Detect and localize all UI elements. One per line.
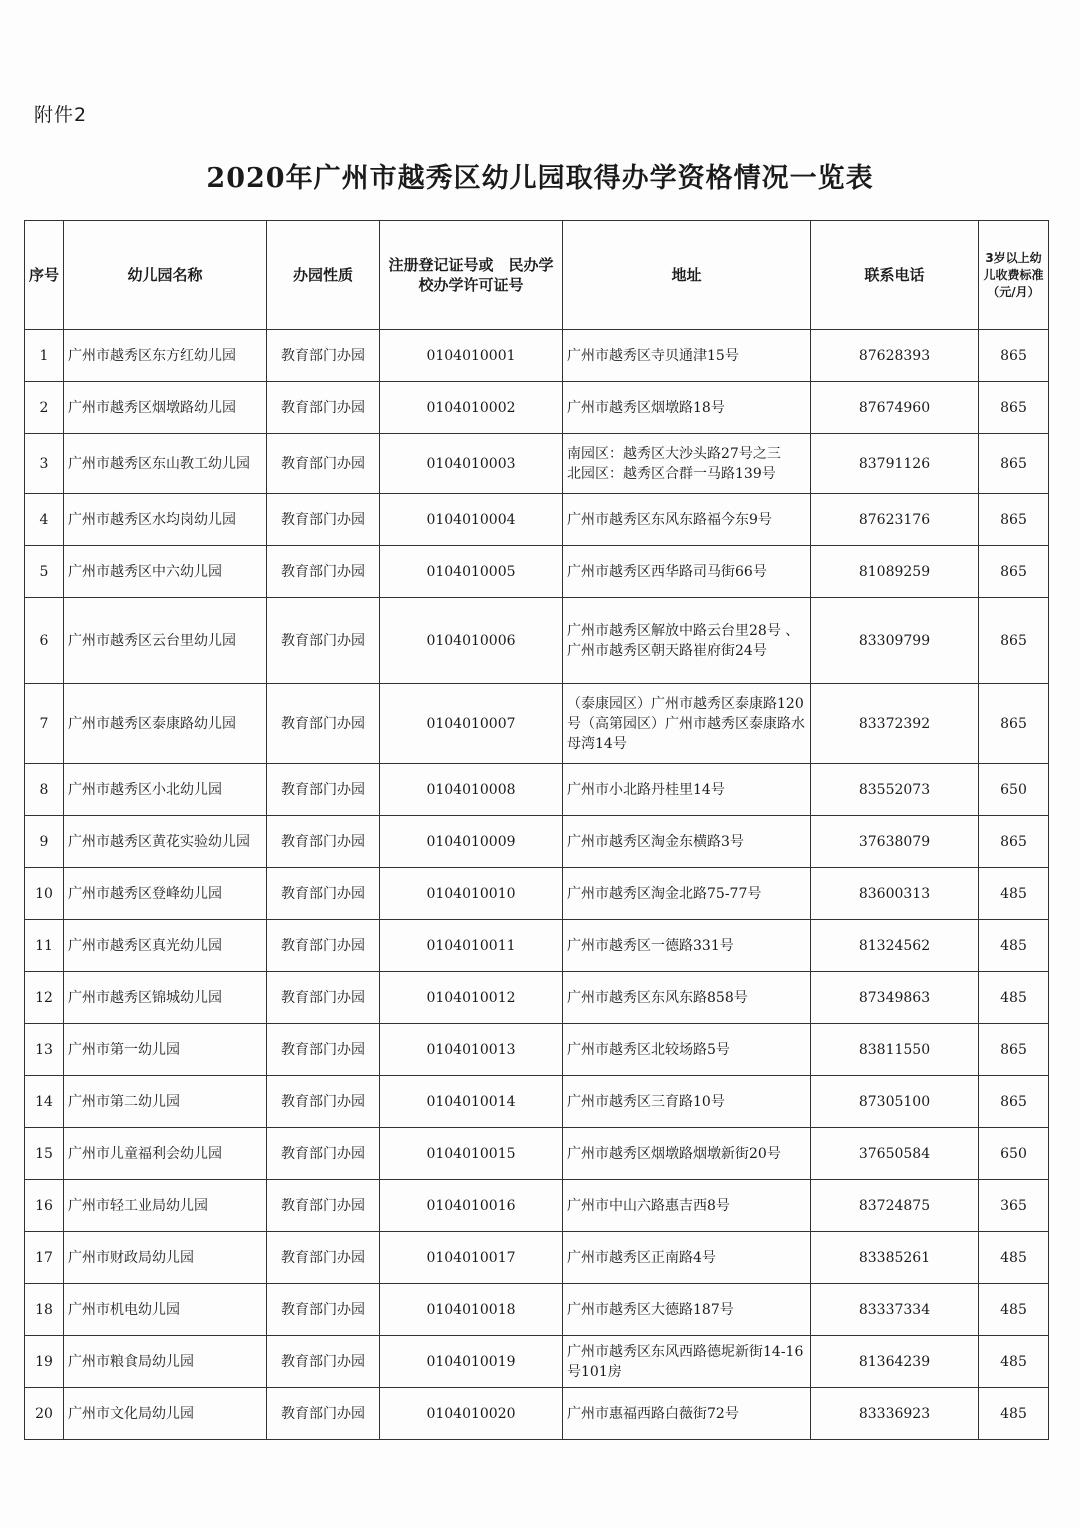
- row-address: 南园区：越秀区大沙头路27号之三 北园区：越秀区合群一马路139号: [563, 434, 811, 494]
- row-type: 教育部门办园: [267, 546, 380, 598]
- row-type: 教育部门办园: [267, 920, 380, 972]
- row-license: 0104010020: [380, 1388, 563, 1440]
- row-index: 12: [25, 972, 64, 1024]
- row-name: 广州市第二幼儿园: [64, 1076, 267, 1128]
- row-address: 广州市越秀区烟墩路18号: [563, 382, 811, 434]
- row-name: 广州市越秀区黄花实验幼儿园: [64, 816, 267, 868]
- row-fee: 865: [979, 546, 1049, 598]
- row-index: 18: [25, 1284, 64, 1336]
- table-row: [25, 816, 1049, 868]
- row-fee: 485: [979, 868, 1049, 920]
- table-row: [25, 868, 1049, 920]
- row-fee: 650: [979, 764, 1049, 816]
- row-name: 广州市越秀区泰康路幼儿园: [64, 684, 267, 764]
- row-fee: 485: [979, 1336, 1049, 1388]
- row-license: 0104010014: [380, 1076, 563, 1128]
- row-index: 7: [25, 684, 64, 764]
- row-index: 13: [25, 1024, 64, 1076]
- row-license: 0104010002: [380, 382, 563, 434]
- row-index: 8: [25, 764, 64, 816]
- row-name: 广州市越秀区中六幼儿园: [64, 546, 267, 598]
- row-phone: 37638079: [811, 816, 979, 868]
- row-license: 0104010017: [380, 1232, 563, 1284]
- row-index: 9: [25, 816, 64, 868]
- row-address: 广州市越秀区烟墩路烟墩新街20号: [563, 1128, 811, 1180]
- table-row: [25, 1128, 1049, 1180]
- row-name: 广州市机电幼儿园: [64, 1284, 267, 1336]
- row-address: 广州市中山六路惠吉西8号: [563, 1180, 811, 1232]
- row-phone: 83372392: [811, 684, 979, 764]
- header-name: 幼儿园名称: [64, 221, 267, 330]
- row-address: 广州市小北路丹桂里14号: [563, 764, 811, 816]
- row-address: 广州市越秀区正南路4号: [563, 1232, 811, 1284]
- row-name: 广州市越秀区烟墩路幼儿园: [64, 382, 267, 434]
- row-license: 0104010018: [380, 1284, 563, 1336]
- row-type: 教育部门办园: [267, 598, 380, 684]
- table-row: [25, 1232, 1049, 1284]
- header-address: 地址: [563, 221, 811, 330]
- table-row: [25, 330, 1049, 382]
- row-phone: 87674960: [811, 382, 979, 434]
- row-address: 广州市越秀区北较场路5号: [563, 1024, 811, 1076]
- row-type: 教育部门办园: [267, 1024, 380, 1076]
- row-type: 教育部门办园: [267, 1336, 380, 1388]
- table-row: [25, 382, 1049, 434]
- row-phone: 83724875: [811, 1180, 979, 1232]
- row-index: 19: [25, 1336, 64, 1388]
- header-type: 办园性质: [267, 221, 380, 330]
- row-fee: 865: [979, 816, 1049, 868]
- row-phone: 83811550: [811, 1024, 979, 1076]
- row-address: 广州市越秀区东风东路福今东9号: [563, 494, 811, 546]
- row-type: 教育部门办园: [267, 868, 380, 920]
- header-index: 序号: [25, 221, 64, 330]
- row-address: 广州市惠福西路白薇街72号: [563, 1388, 811, 1440]
- row-type: 教育部门办园: [267, 1076, 380, 1128]
- row-address: 广州市越秀区东风西路德坭新街14-16号101房: [563, 1336, 811, 1388]
- row-name: 广州市越秀区真光幼儿园: [64, 920, 267, 972]
- row-fee: 485: [979, 1284, 1049, 1336]
- row-fee: 865: [979, 494, 1049, 546]
- row-fee: 865: [979, 382, 1049, 434]
- row-name: 广州市第一幼儿园: [64, 1024, 267, 1076]
- row-name: 广州市越秀区东山教工幼儿园: [64, 434, 267, 494]
- row-index: 17: [25, 1232, 64, 1284]
- row-phone: 83600313: [811, 868, 979, 920]
- table-row: [25, 1076, 1049, 1128]
- row-type: 教育部门办园: [267, 330, 380, 382]
- row-phone: 87623176: [811, 494, 979, 546]
- row-name: 广州市越秀区云台里幼儿园: [64, 598, 267, 684]
- row-index: 4: [25, 494, 64, 546]
- row-fee: 865: [979, 684, 1049, 764]
- row-name: 广州市粮食局幼儿园: [64, 1336, 267, 1388]
- row-index: 1: [25, 330, 64, 382]
- row-type: 教育部门办园: [267, 972, 380, 1024]
- row-index: 15: [25, 1128, 64, 1180]
- row-license: 0104010005: [380, 546, 563, 598]
- row-index: 2: [25, 382, 64, 434]
- row-license: 0104010011: [380, 920, 563, 972]
- row-fee: 485: [979, 920, 1049, 972]
- row-name: 广州市儿童福利会幼儿园: [64, 1128, 267, 1180]
- row-name: 广州市越秀区东方红幼儿园: [64, 330, 267, 382]
- row-phone: 87628393: [811, 330, 979, 382]
- row-license: 0104010008: [380, 764, 563, 816]
- row-name: 广州市越秀区小北幼儿园: [64, 764, 267, 816]
- row-address: 广州市越秀区三育路10号: [563, 1076, 811, 1128]
- row-name: 广州市轻工业局幼儿园: [64, 1180, 267, 1232]
- row-phone: 87305100: [811, 1076, 979, 1128]
- row-address: 广州市越秀区一德路331号: [563, 920, 811, 972]
- row-address: 广州市越秀区大德路187号: [563, 1284, 811, 1336]
- row-license: 0104010012: [380, 972, 563, 1024]
- row-address: 广州市越秀区西华路司马街66号: [563, 546, 811, 598]
- row-license: 0104010009: [380, 816, 563, 868]
- table-row: [25, 1180, 1049, 1232]
- row-license: 0104010013: [380, 1024, 563, 1076]
- row-phone: 83552073: [811, 764, 979, 816]
- row-phone: 81364239: [811, 1336, 979, 1388]
- row-name: 广州市文化局幼儿园: [64, 1388, 267, 1440]
- row-address: 广州市越秀区解放中路云台里28号 、广州市越秀区朝天路崔府街24号: [563, 598, 811, 684]
- row-phone: 83385261: [811, 1232, 979, 1284]
- row-fee: 865: [979, 434, 1049, 494]
- row-fee: 485: [979, 1388, 1049, 1440]
- row-type: 教育部门办园: [267, 1232, 380, 1284]
- row-fee: 865: [979, 1024, 1049, 1076]
- row-type: 教育部门办园: [267, 1284, 380, 1336]
- row-license: 0104010001: [380, 330, 563, 382]
- row-license: 0104010004: [380, 494, 563, 546]
- row-phone: 83337334: [811, 1284, 979, 1336]
- row-name: 广州市越秀区锦城幼儿园: [64, 972, 267, 1024]
- attachment-label: 附件2: [34, 104, 88, 126]
- row-fee: 485: [979, 972, 1049, 1024]
- row-phone: 83791126: [811, 434, 979, 494]
- row-type: 教育部门办园: [267, 494, 380, 546]
- header-license: 注册登记证号或 民办学校办学许可证号: [380, 221, 563, 330]
- table-row: [25, 920, 1049, 972]
- table-row: [25, 1024, 1049, 1076]
- table-row: [25, 1336, 1049, 1388]
- row-fee: 865: [979, 1076, 1049, 1128]
- row-phone: 81089259: [811, 546, 979, 598]
- row-index: 20: [25, 1388, 64, 1440]
- row-type: 教育部门办园: [267, 434, 380, 494]
- row-license: 0104010003: [380, 434, 563, 494]
- table-row: [25, 434, 1049, 494]
- row-type: 教育部门办园: [267, 684, 380, 764]
- row-license: 0104010006: [380, 598, 563, 684]
- row-index: 10: [25, 868, 64, 920]
- row-type: 教育部门办园: [267, 382, 380, 434]
- kindergarten-table: [24, 220, 1049, 1440]
- row-address: 广州市越秀区寺贝通津15号: [563, 330, 811, 382]
- row-name: 广州市越秀区水均岗幼儿园: [64, 494, 267, 546]
- page-title: 2020年广州市越秀区幼儿园取得办学资格情况一览表: [206, 163, 874, 194]
- row-fee: 865: [979, 598, 1049, 684]
- row-index: 16: [25, 1180, 64, 1232]
- row-name: 广州市财政局幼儿园: [64, 1232, 267, 1284]
- table-row: [25, 972, 1049, 1024]
- row-address: （泰康园区）广州市越秀区泰康路120号（高第园区）广州市越秀区泰康路水母湾14号: [563, 684, 811, 764]
- row-index: 14: [25, 1076, 64, 1128]
- row-phone: 83336923: [811, 1388, 979, 1440]
- row-name: 广州市越秀区登峰幼儿园: [64, 868, 267, 920]
- header-fee: 3岁以上幼儿收费标准（元/月）: [979, 221, 1049, 330]
- row-fee: 865: [979, 330, 1049, 382]
- row-phone: 37650584: [811, 1128, 979, 1180]
- table-row: [25, 1388, 1049, 1440]
- table-row: [25, 494, 1049, 546]
- row-type: 教育部门办园: [267, 764, 380, 816]
- table-row: [25, 546, 1049, 598]
- row-address: 广州市越秀区淘金东横路3号: [563, 816, 811, 868]
- table-header-row: [25, 221, 1049, 330]
- row-type: 教育部门办园: [267, 1180, 380, 1232]
- row-type: 教育部门办园: [267, 1388, 380, 1440]
- row-index: 3: [25, 434, 64, 494]
- table-row: [25, 1284, 1049, 1336]
- row-license: 0104010007: [380, 684, 563, 764]
- table-row: [25, 764, 1049, 816]
- table-body: [25, 330, 1049, 1440]
- row-type: 教育部门办园: [267, 816, 380, 868]
- row-phone: 83309799: [811, 598, 979, 684]
- row-phone: 81324562: [811, 920, 979, 972]
- row-license: 0104010019: [380, 1336, 563, 1388]
- table-row: [25, 684, 1049, 764]
- table-row: [25, 598, 1049, 684]
- row-phone: 87349863: [811, 972, 979, 1024]
- row-fee: 365: [979, 1180, 1049, 1232]
- row-fee: 650: [979, 1128, 1049, 1180]
- row-index: 5: [25, 546, 64, 598]
- row-index: 6: [25, 598, 64, 684]
- header-phone: 联系电话: [811, 221, 979, 330]
- row-fee: 485: [979, 1232, 1049, 1284]
- row-type: 教育部门办园: [267, 1128, 380, 1180]
- row-index: 11: [25, 920, 64, 972]
- row-address: 广州市越秀区淘金北路75-77号: [563, 868, 811, 920]
- row-license: 0104010010: [380, 868, 563, 920]
- row-license: 0104010015: [380, 1128, 563, 1180]
- row-license: 0104010016: [380, 1180, 563, 1232]
- row-address: 广州市越秀区东风东路858号: [563, 972, 811, 1024]
